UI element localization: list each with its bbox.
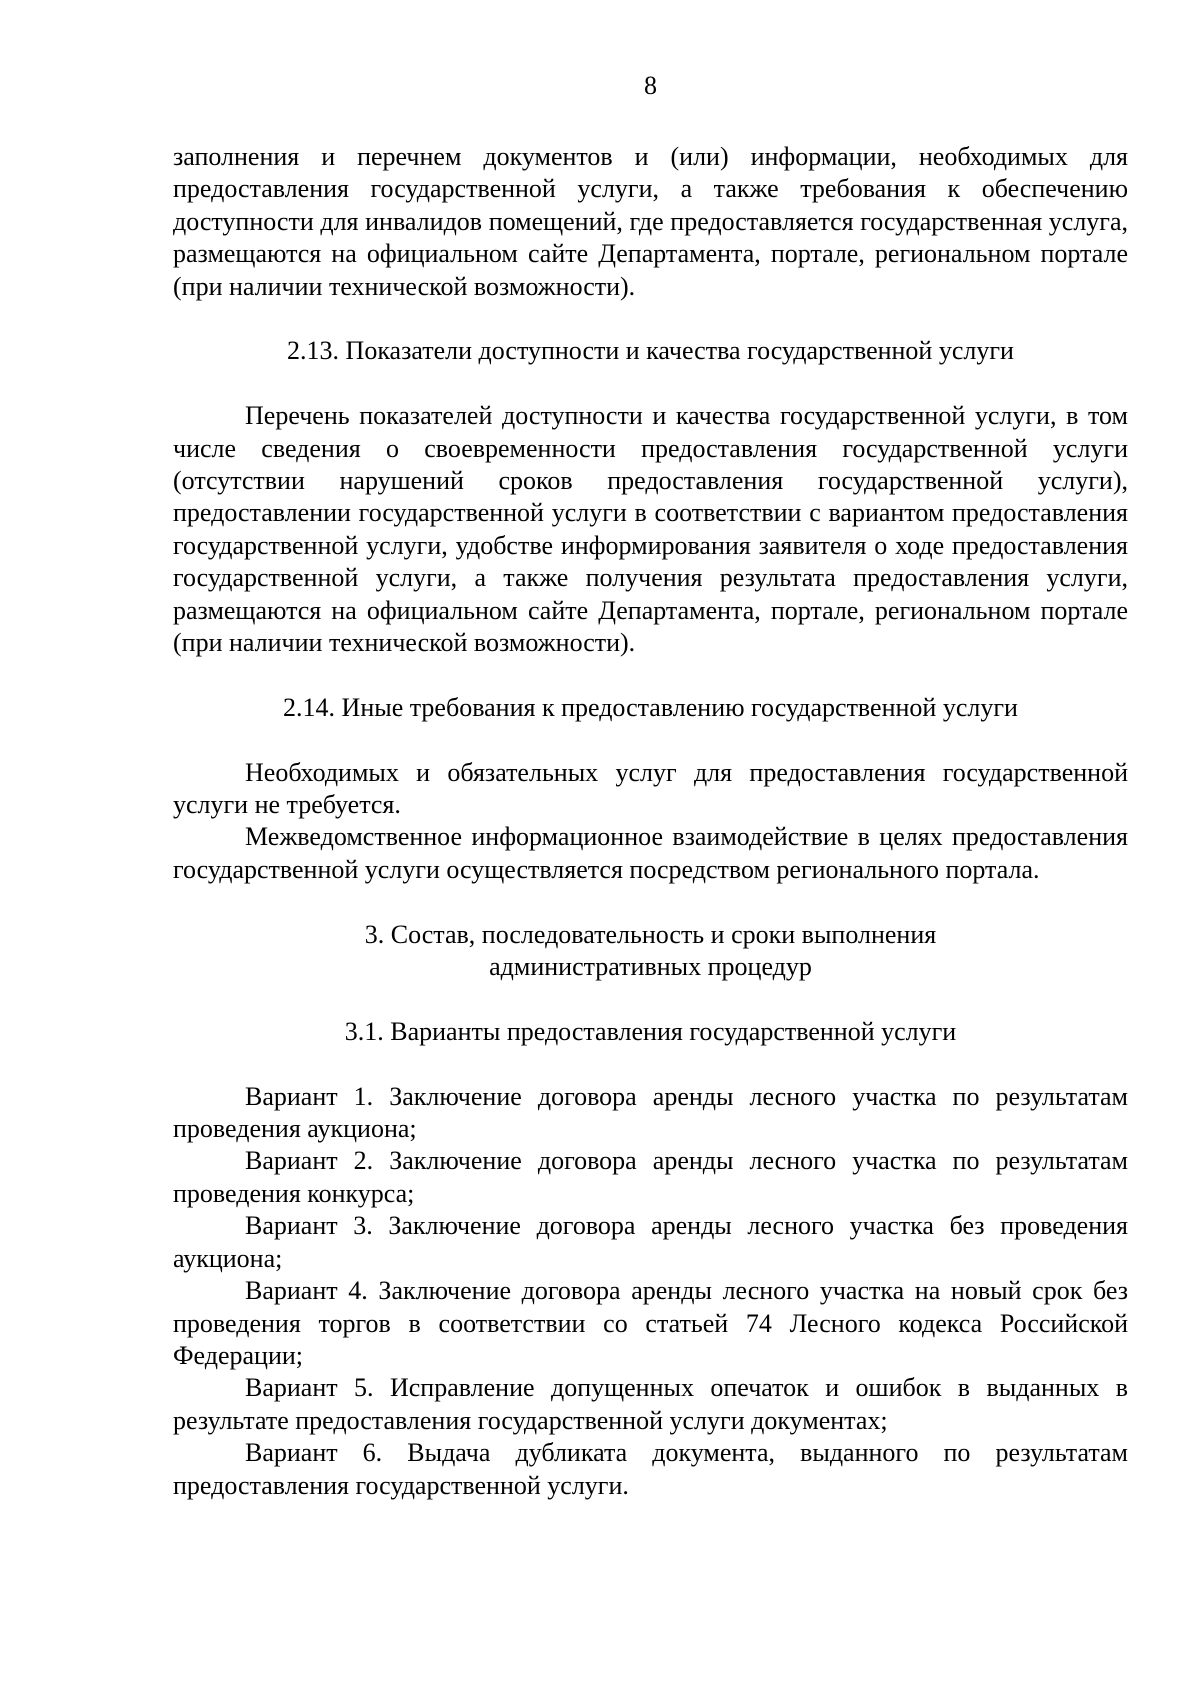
- paragraph-continuation: заполнения и перечнем документов и (или) информации, необходимых для предоставления государственной услуги, а также требования к обеспечению доступности для инвалидов помещений, где предоставляется государственная услуга, размещаются на официальном сайте Департамента, портале, региональном портале (при наличии технической возможности).: [173, 142, 1128, 301]
- spacer: [173, 368, 1128, 400]
- spacer: [173, 983, 1128, 1015]
- section-heading-3-line-1: 3. Состав, последовательность и сроки выполнения: [364, 919, 937, 949]
- variant-2: Вариант 2. Заключение договора аренды лесного участка по результатам проведения конкурса;: [173, 1146, 1128, 1208]
- section-heading-3-1: 3.1. Варианты предоставления государственной услуги: [344, 1016, 957, 1046]
- paragraph-2-14-services: Необходимых и обязательных услуг для предоставления государственной услуги не требуется.: [173, 757, 1128, 820]
- spacer: [173, 724, 1128, 756]
- spacer: [173, 659, 1128, 691]
- section-heading-2-14: 2.14. Иные требования к предоставлению государственной услуги: [283, 692, 1018, 722]
- page-number: 8: [644, 71, 657, 100]
- spacer: [173, 1048, 1128, 1080]
- variant-6: Вариант 6. Выдача дубликата документа, выданного по результатам предоставления государственной услуги.: [173, 1438, 1128, 1500]
- document-page: [173, 0, 1128, 1697]
- paragraph-2-13: Перечень показателей доступности и качества государственной услуги, в том числе сведения о своевременности предоставления государственной услуги (отсутствии нарушений сроков предоставления государственной услуги), предоставлении государственной услуги в соответствии с вариантом предоставления государственной услуги, удобстве информирования заявителя о ходе предоставления государственной услуги, а также получения результата предоставления услуги, размещаются на официальном сайте Департамента, портале, региональном портале (при наличии технической возможности).: [173, 401, 1128, 658]
- section-heading-3-line-2: административных процедур: [489, 952, 812, 982]
- spacer: [173, 303, 1128, 335]
- paragraph-2-14-interaction: Межведомственное информационное взаимодействие в целях предоставления государственной услуги осуществляется посредством регионального портала.: [173, 822, 1128, 884]
- variant-1: Вариант 1. Заключение договора аренды лесного участка по результатам проведения аукциона;: [173, 1081, 1128, 1144]
- document-body: [173, 141, 1128, 1502]
- variant-3: Вариант 3. Заключение договора аренды лесного участка без проведения аукциона;: [173, 1211, 1128, 1273]
- variant-4: Вариант 4. Заключение договора аренды лесного участка на новый срок без проведения торгов в соответствии со статьей 74 Лесного кодекса Российской Федерации;: [173, 1276, 1128, 1370]
- section-heading-2-13: 2.13. Показатели доступности и качества государственной услуги: [287, 336, 1014, 366]
- spacer: [173, 886, 1128, 918]
- variant-5: Вариант 5. Исправление допущенных опечаток и ошибок в выданных в результате предоставления государственной услуги документах;: [173, 1373, 1128, 1435]
